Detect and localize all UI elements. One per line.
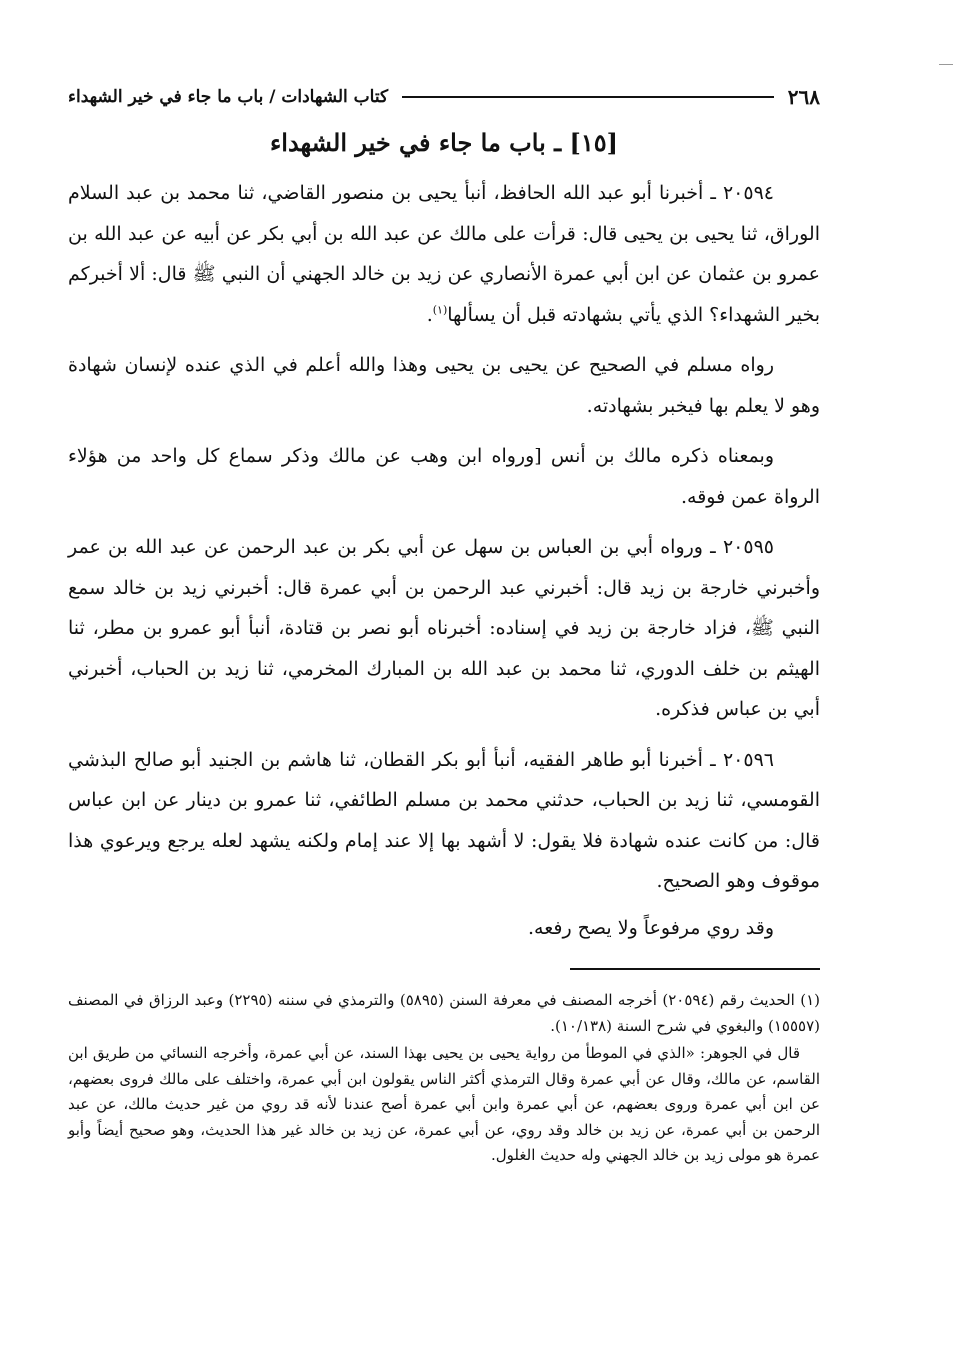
period: . <box>426 303 433 326</box>
hadith-20594 <box>68 173 820 335</box>
hadith-20595: ٢٠٥٩٥ ـ ورواه أبي بن العباس بن سهل عن أبي بكر بن عبد الرحمن عن عبد الله بن عمر وأخبرني خارجة بن زيد قال: أخبرني عبد الرحمن بن أبي عمرة قال: أخبرني زيد بن خالد سمع النبي ﷺ، فزاد خارجة بن زيد في إسناده: أخبرناه أبو نصر بن قتادة، أنبأ أبو عمرو بن مطر، ثنا الهيثم بن خلف الدوري، ثنا محمد بن عبد الله بن المبارك المخرمي، ثنا زيد بن الحباب، أخبرني أبي بن عباس فذكره. <box>68 536 820 720</box>
page-corner-mark <box>939 64 953 65</box>
running-title: كتاب الشهادات / باب ما جاء في خير الشهداء <box>68 87 389 107</box>
hadith-20596: ٢٠٥٩٦ ـ أخبرنا أبو طاهر الفقيه، أنبأ أبو بكر القطان، ثنا هاشم بن الجنيد أبو صالح البذشي القومسي، ثنا زيد بن الحباب، حدثني محمد بن مسلم الطائفي، ثنا عمرو بن دينار عن ابن عباس قال: من كانت عنده شهادة فلا يقول: لا أشهد بها إلا عند إمام ولكنه يشهد لعله يرجع ويرعوي هذا موقوف وهو الصحيح. <box>68 748 820 892</box>
footnote-jawhar: قال في الجوهر: «الذي في الموطأ من رواية يحيى بن يحيى بهذا السند، عن أبي عمرة، وأخرجه النسائي من طريق ابن القاسم، عن مالك، وقال عن أبي عمرة وقال الترمذي أكثر الناس يقولون ابن أبي عمرة، واختلف على مالك فروى بعضهم، عن ابن أبي عمرة وروى بعضهم، عن أبي عمرة وابن أبي عمرة أصح عندنا لأنه قد روي من غير حديث مالك، عن عبد الرحمن بن أبي عمرة، عن زيد بن خالد وقد روي، عن أبي عمرة، عن زيد بن خالد غير هذا الحديث، وهو صحيح أيضاً وأبو عمرة هو مولى زيد بن خالد الجهني وله حديث الغلول. <box>68 1044 820 1164</box>
document-page <box>68 80 820 1171</box>
commentary-muslim: رواه مسلم في الصحيح عن يحيى بن يحيى وهذا والله أعلم في الذي عنده لإنسان شهادة وهو لا يعلم بها فيخبر بشهادته. <box>68 354 820 417</box>
header-rule <box>402 96 774 98</box>
hadith-20594-text: ٢٠٥٩٤ ـ أخبرنا أبو عبد الله الحافظ، أنبأ يحيى بن منصور القاضي، ثنا محمد بن عبد السلام الوراق، ثنا يحيى بن يحيى قال: قرأت على مالك عن عبد الله بن أبي بكر عن أبيه عن عبد الله بن عمرو بن عثمان عن ابن أبي عمرة الأنصاري عن زيد بن خالد الجهني أن النبي ﷺ قال: ألا أخبركم بخير الشهداء؟ الذي يأتي بشهادته قبل أن يسألها <box>68 182 820 326</box>
closing-note: وقد روي مرفوعاً ولا يصح رفعه. <box>527 916 774 939</box>
chapter-title: [١٥] ـ باب ما جاء في خير الشهداء <box>269 128 618 157</box>
page-header <box>68 80 820 114</box>
footnote-separator <box>570 968 820 970</box>
page-number: ٢٦٨ <box>787 85 820 109</box>
footnote-ref-1: (١) <box>432 303 448 317</box>
footnote-1: (١) الحديث رقم (٢٠٥٩٤) أخرجه المصنف في معرفة السنن (٥٨٩٥) والترمذي في سننه (٢٢٩٥) وعبد الرزاق في المصنف (١٥٥٥٧) والبغوي في شرح السنة (١٠/١٣٨). <box>68 991 821 1035</box>
commentary-malik: وبمعناه ذكره مالك بن أنس [ورواه ابن وهب عن مالك وذكر سماع كل واحد من هؤلاء الرواة عمن فوقه. <box>68 445 820 508</box>
